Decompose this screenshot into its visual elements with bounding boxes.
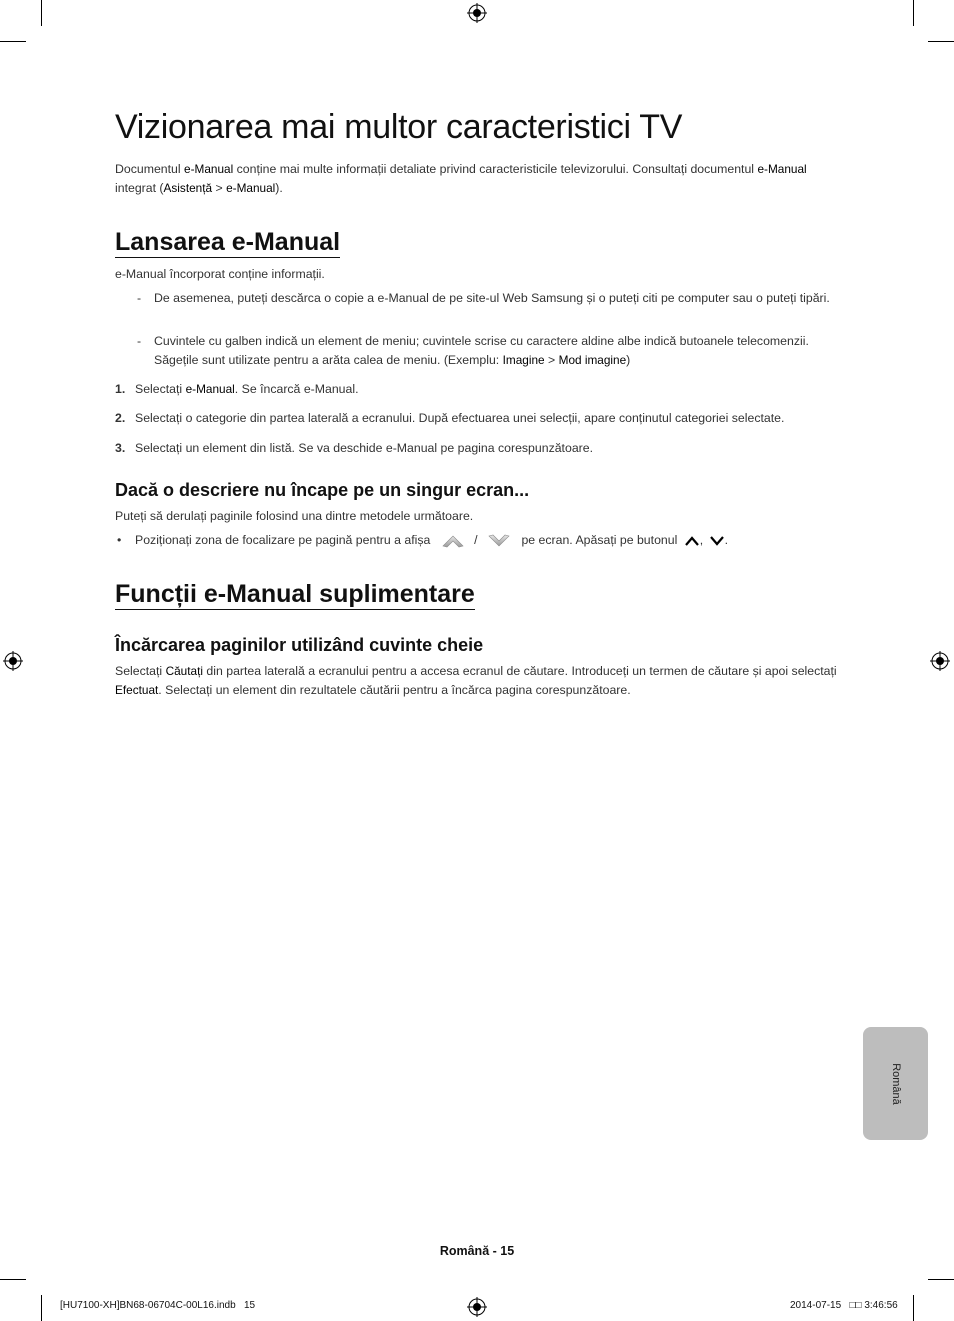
step-text: Selectați un element din listă. Se va deschide e-Manual pe pagina corespunzătoare. — [135, 441, 594, 455]
scroll-down-focus-icon — [487, 533, 511, 549]
section-heading: Funcții e-Manual suplimentare — [115, 580, 475, 608]
crop-mark — [928, 41, 954, 42]
registration-target-icon — [930, 651, 950, 671]
language-side-tab-label: Română — [889, 1062, 902, 1105]
step-text: Selectați e-Manual. Se încarcă e-Manual. — [135, 382, 359, 396]
crop-mark — [928, 1279, 954, 1280]
registration-target-icon — [3, 651, 23, 671]
section-lead: e-Manual încorporat conține informații. — [115, 267, 325, 281]
scroll-up-focus-icon — [441, 533, 465, 549]
subsection-paragraph: Selectați Căutați din partea laterală a ecranului pentru a accesa ecranul de căutare. Introduceți un termen de căutare și apoi selectați Efectuat. Selectați un element din rezultatele căutării pentru a încărca pagina corespunzătoare. — [115, 664, 837, 697]
section-heading: Lansarea e-Manual — [115, 228, 341, 256]
crop-mark — [0, 1279, 26, 1280]
subsection-heading: Dacă o descriere nu încape pe un singur ecran... — [115, 480, 530, 500]
note-text: Cuvintele cu galben indică un element de meniu; cuvintele scrise cu caractere aldine albe indică butoanele telecomenzii. Săgețile sunt utilizate pentru a arăta calea de meniu. (Exemplu: Imagine > Mod imagine) — [154, 334, 809, 367]
crop-mark — [41, 0, 42, 26]
bullet-text: Poziționați zona de focalizare pe pagină pentru a afișa / pe ecran. Apăsați pe butonul , . — [135, 533, 729, 547]
bullet-marker: • — [117, 533, 122, 547]
note-marker: - — [137, 291, 142, 305]
subsection-lead: Puteți să derulați paginile folosind una dintre metodele următoare. — [115, 509, 474, 523]
crop-mark — [0, 41, 26, 42]
page-number: Română - 15 — [439, 1244, 515, 1258]
step-number: 2. — [115, 411, 126, 425]
crop-mark — [41, 1295, 42, 1321]
registration-target-icon — [467, 1297, 487, 1317]
note-marker: - — [137, 334, 142, 348]
note-text: De asemenea, puteți descărca o copie a e-Manual de pe site-ul Web Samsung și o puteți citi pe computer sau o puteți tipări. — [154, 291, 830, 305]
date-slug: 2014-07-15 □□ 3:46:56 — [790, 1300, 898, 1311]
step-number: 1. — [115, 382, 126, 396]
chevron-up-icon — [684, 535, 700, 547]
page-title: Vizionarea mai multor caracteristici TV — [115, 108, 683, 146]
subsection-heading: Încărcarea paginilor utilizând cuvinte cheie — [115, 635, 484, 655]
crop-mark — [913, 0, 914, 26]
intro-paragraph: Documentul e-Manual conține mai multe informații detaliate privind caracteristicile televizorului. Consultați documentul e-Manual integrat (Asistență > e-Manual). — [115, 162, 807, 195]
step-number: 3. — [115, 441, 126, 455]
file-slug: [HU7100-XH]BN68-06704C-00L16.indb 15 — [60, 1300, 256, 1311]
step-text: Selectați o categorie din partea laterală a ecranului. După efectuarea unei selecții, apare conținutul categoriei selectate. — [135, 411, 785, 425]
crop-mark — [913, 1295, 914, 1321]
registration-target-icon — [467, 3, 487, 23]
chevron-down-icon — [709, 535, 725, 547]
language-side-tab — [863, 1027, 928, 1140]
